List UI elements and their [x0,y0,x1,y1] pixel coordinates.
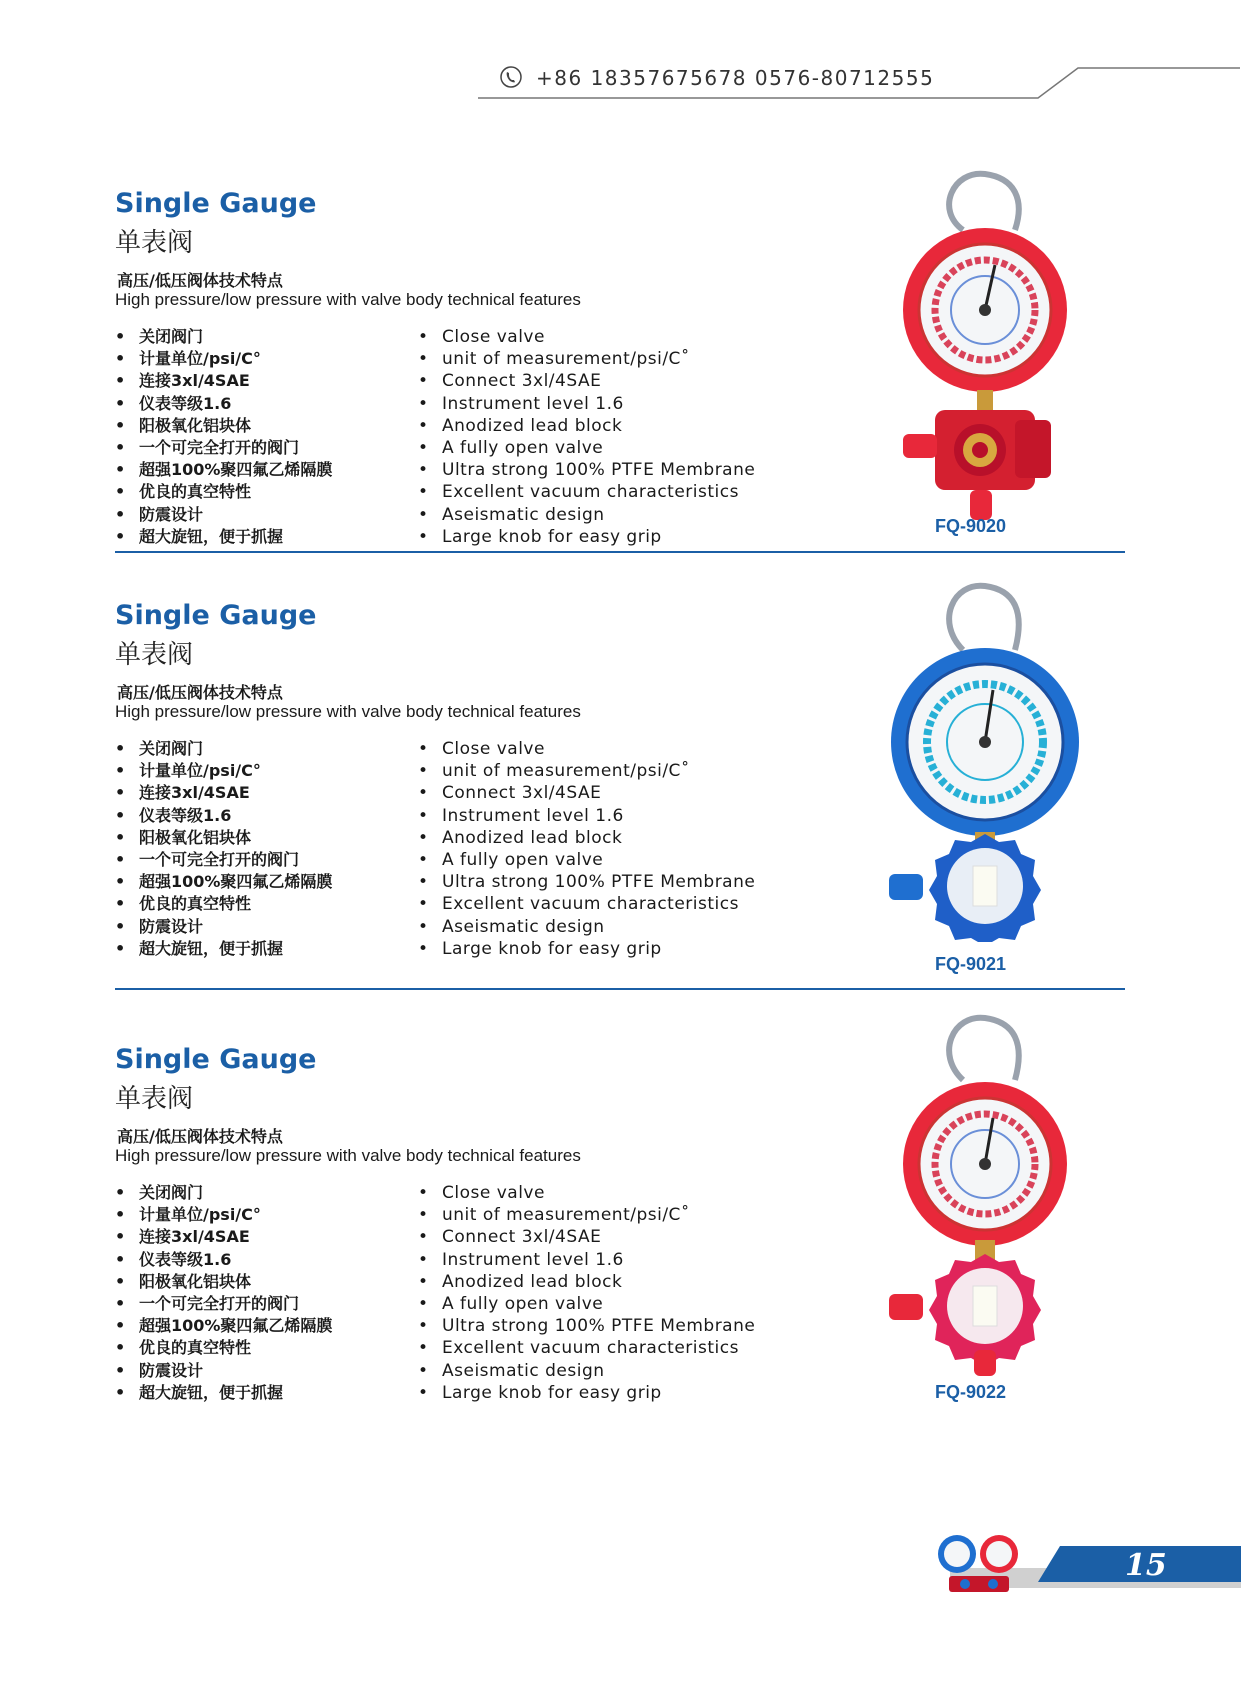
list-item: • Excellent vacuum characteristics [418,482,739,503]
section-title: Single Gauge [115,188,317,219]
list-item: • 防震设计 [115,916,204,936]
list-item: • Connect 3xl/4SAE [418,371,602,392]
list-item: • Close valve [418,1183,545,1203]
gauge-image-blue-valve [875,582,1105,942]
list-item: • 超强100%聚四氟乙烯隔膜 [115,872,333,892]
list-item: • 防震设计 [115,504,204,524]
list-item: • Large knob for easy grip [418,1382,662,1403]
list-item: • Anodized lead block [418,827,623,848]
features-en-list [418,326,755,548]
list-item: • 超大旋钮，便于抓握 [115,938,284,958]
list-item: • A fully open valve [418,1293,604,1314]
list-item: • Large knob for easy grip [418,526,662,547]
section-title: Single Gauge [115,1044,317,1075]
list-item: • 防震设计 [115,1360,204,1380]
features-en-list [418,738,755,960]
features-en-list [418,1182,755,1404]
list-item: • Excellent vacuum characteristics [418,894,739,915]
section-divider [115,988,1125,990]
list-item: • Anodized lead block [418,1271,623,1292]
list-item: • Ultra strong 100% PTFE Membrane [418,872,756,893]
list-item: • Aseismatic design [418,1360,605,1381]
list-item: • 连接3xl/4SAE [115,371,250,391]
subtitle-en: High pressure/low pressure with valve body technical features [115,702,581,721]
list-item: • 阳极氧化铝块体 [115,1271,252,1291]
list-item: • 计量单位/psi/C° [115,761,261,781]
list-item: • Instrument level 1.6 [418,805,624,826]
list-item: • Large knob for easy grip [418,938,662,959]
list-item: • Anodized lead block [418,415,623,436]
list-item: • Close valve [418,739,545,759]
gauge-image-red-knob-valve [875,1014,1105,1384]
manifold-thumbnail-icon [935,1528,1025,1598]
list-item: • Instrument level 1.6 [418,1249,624,1270]
list-item: • 优良的真空特性 [115,482,252,502]
list-item: • 一个可完全打开的阀门 [115,437,300,457]
list-item: • Connect 3xl/4SAE [418,1227,602,1248]
list-item: • 计量单位/psi/C° [115,349,261,369]
list-item: • Instrument level 1.6 [418,393,624,414]
section-title-cn: 单表阀 [115,640,194,670]
page-header [500,60,1240,105]
list-item: • 一个可完全打开的阀门 [115,849,300,869]
list-item: • unit of measurement/psi/C˚ [418,349,690,370]
list-item: • Aseismatic design [418,916,605,937]
list-item: • 超大旋钮，便于抓握 [115,526,284,546]
list-item: • A fully open valve [418,437,604,458]
page-number: 15 [1125,1548,1167,1583]
list-item: • 关闭阀门 [115,1183,204,1202]
header-phones: +86 18357675678 0576-80712555 [536,66,935,90]
list-item: • 连接3xl/4SAE [115,1227,250,1247]
section-title-cn: 单表阀 [115,228,194,258]
list-item: • 关闭阀门 [115,327,204,346]
list-item: • A fully open valve [418,849,604,870]
list-item: • 计量单位/psi/C° [115,1205,261,1225]
model-number: FQ-9021 [935,954,1007,974]
phone-icon [500,66,522,88]
list-item: • 优良的真空特性 [115,894,252,914]
subtitle-en: High pressure/low pressure with valve body technical features [115,1146,581,1165]
list-item: • unit of measurement/psi/C˚ [418,1205,690,1226]
product-section-3 [115,1044,1125,1464]
list-item: • Excellent vacuum characteristics [418,1338,739,1359]
features-cn-list [115,1182,332,1404]
features-cn-list [115,326,332,548]
list-item: • 一个可完全打开的阀门 [115,1293,300,1313]
product-section-2 [115,600,1125,1020]
gauge-image-red-valve [875,170,1105,530]
subtitle-cn: 高压/低压阀体技术特点 [117,683,283,702]
list-item: • unit of measurement/psi/C˚ [418,761,690,782]
list-item: • Ultra strong 100% PTFE Membrane [418,1316,756,1337]
list-item: • 仪表等级1.6 [115,805,232,825]
subtitle-en: High pressure/low pressure with valve body technical features [115,290,581,309]
list-item: • 连接3xl/4SAE [115,783,250,803]
section-title: Single Gauge [115,600,317,631]
section-divider [115,551,1125,553]
list-item: • 阳极氧化铝块体 [115,827,252,847]
model-number: FQ-9022 [935,1382,1007,1402]
subtitle-cn: 高压/低压阀体技术特点 [117,1127,283,1146]
list-item: • 阳极氧化铝块体 [115,415,252,435]
list-item: • 仪表等级1.6 [115,1249,232,1269]
list-item: • 超强100%聚四氟乙烯隔膜 [115,460,333,480]
list-item: • 仪表等级1.6 [115,393,232,413]
list-item: • 关闭阀门 [115,739,204,758]
model-number: FQ-9020 [935,516,1007,536]
subtitle-cn: 高压/低压阀体技术特点 [117,271,283,290]
product-section-1 [115,188,1125,588]
list-item: • Close valve [418,327,545,347]
section-title-cn: 单表阀 [115,1084,194,1114]
list-item: • 超大旋钮，便于抓握 [115,1382,284,1402]
features-cn-list [115,738,332,960]
list-item: • 优良的真空特性 [115,1338,252,1358]
list-item: • 超强100%聚四氟乙烯隔膜 [115,1316,333,1336]
list-item: • Connect 3xl/4SAE [418,783,602,804]
list-item: • Ultra strong 100% PTFE Membrane [418,460,756,481]
list-item: • Aseismatic design [418,504,605,525]
